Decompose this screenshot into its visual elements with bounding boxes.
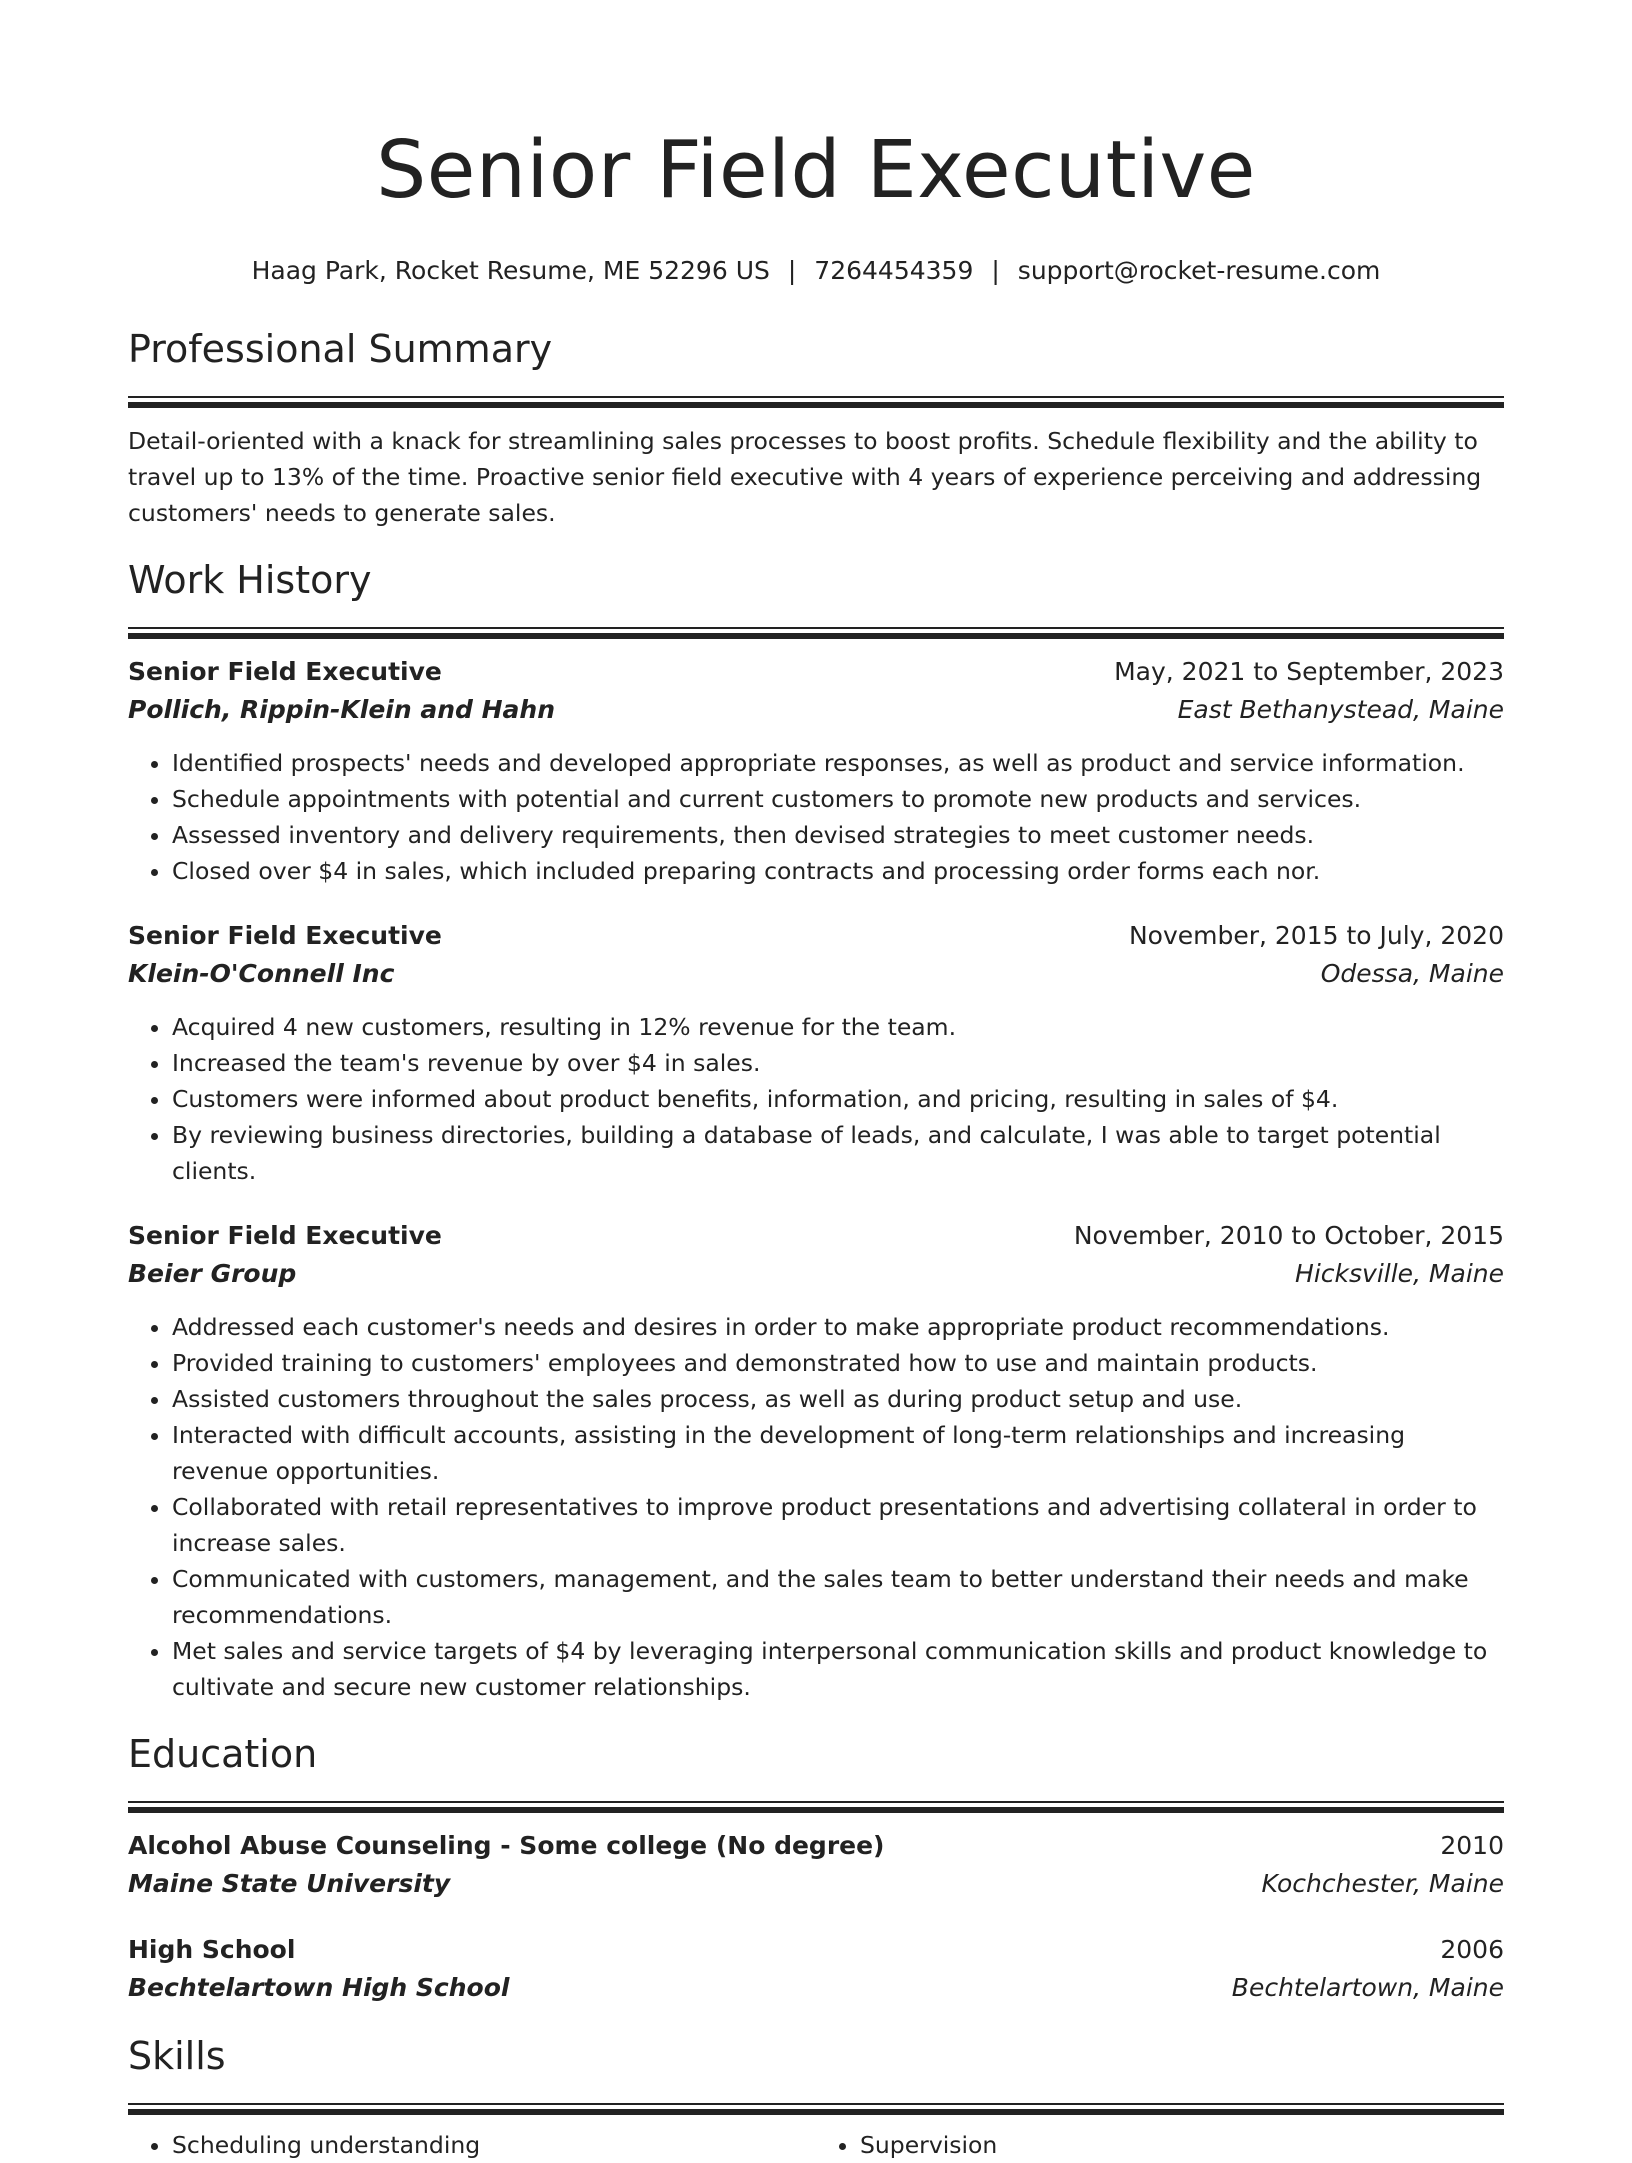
job-bullets [128,745,1504,889]
job-company: Pollich, Rippin-Klein and Hahn [128,695,556,724]
contact-separator: | [787,256,797,285]
education-school: Maine State University [128,1869,451,1898]
education-degree: Alcohol Abuse Counseling - Some college (No degree) [128,1831,885,1860]
section-divider [128,1801,1504,1813]
education-entry [128,1931,1504,2007]
job-bullet: • Assessed inventory and delivery requirements, then devised strategies to meet customer needs. [172,817,1504,853]
job-bullet: • Provided training to customers' employees and demonstrated how to use and maintain products. [172,1345,1504,1381]
education-year: 2006 [1440,1935,1504,1964]
contact-line [128,254,1504,288]
job-bullets [128,1309,1504,1705]
job-bullet: • Schedule appointments with potential and current customers to promote new products and services. [172,781,1504,817]
job-subheader [128,691,1504,729]
skill-item: • Supervision [860,2127,1504,2163]
job-bullet: • Communicated with customers, management, and the sales team to better understand their needs and make recommendations. [172,1561,1504,1633]
section-divider [128,396,1504,408]
job-dates: November, 2015 to July, 2020 [1128,921,1504,950]
education-heading: Education [128,1732,318,1776]
job-title: Senior Field Executive [128,1221,442,1250]
job-title: Senior Field Executive [128,657,442,686]
contact-address: Haag Park, Rocket Resume, ME 52296 US [251,256,770,285]
contact-email: support@rocket-resume.com [1017,256,1381,285]
job-bullet: • Closed over $4 in sales, which included preparing contracts and processing order forms each nor. [172,853,1504,889]
job-subheader [128,955,1504,993]
summary-section [128,324,1504,531]
resume-name: Senior Field Executive [376,124,1256,216]
job-header [128,653,1504,691]
education-location: Kochchester, Maine [1261,1869,1504,1898]
job-header [128,1217,1504,1255]
education-degree: High School [128,1935,296,1964]
job-dates: November, 2010 to October, 2015 [1073,1221,1504,1250]
job-bullet: • Increased the team's revenue by over $4 in sales. [172,1045,1504,1081]
section-divider [128,627,1504,639]
job-entry [128,653,1504,889]
job-company: Klein-O'Connell Inc [128,959,395,988]
job-location: East Bethanystead, Maine [1177,695,1504,724]
job-company: Beier Group [128,1259,297,1288]
education-section [128,1729,1504,2007]
work-history-heading: Work History [128,558,372,602]
job-entry [128,1217,1504,1705]
section-divider [128,2103,1504,2115]
job-bullet: • Identified prospects' needs and developed appropriate responses, as well as product and service information. [172,745,1504,781]
job-entry [128,917,1504,1189]
summary-heading: Professional Summary [128,327,553,371]
job-bullet: • Met sales and service targets of $4 by leveraging interpersonal communication skills and product knowledge to cultivate and secure new customer relationships. [172,1633,1504,1705]
job-location: Hicksville, Maine [1295,1259,1504,1288]
job-bullet: • Acquired 4 new customers, resulting in 12% revenue for the team. [172,1009,1504,1045]
skills-column-right [816,2127,1504,2163]
education-entry [128,1827,1504,1903]
job-location: Odessa, Maine [1320,959,1504,988]
education-header [128,1827,1504,1865]
contact-phone: 7264454359 [814,256,974,285]
job-header [128,917,1504,955]
job-bullet: • Collaborated with retail representatives to improve product presentations and advertising collateral in order to increase sales. [172,1489,1504,1561]
job-bullet: • Interacted with difficult accounts, assisting in the development of long-term relationships and increasing revenue opportunities. [172,1417,1504,1489]
education-year: 2010 [1440,1831,1504,1860]
education-subheader [128,1865,1504,1903]
skills-column-left [128,2127,816,2163]
skills-heading: Skills [128,2034,226,2078]
summary-text: Detail-oriented with a knack for streamlining sales processes to boost profits. Schedule flexibility and the ability to travel up to 13% of the time. Proactive senior field executive with 4 years of experience perceiving and addressing customers' needs to generate sales. [128,427,1482,527]
work-history-section [128,555,1504,1705]
education-subheader [128,1969,1504,2007]
job-bullet: • By reviewing business directories, building a database of leads, and calculate, I was able to target potential clients. [172,1117,1504,1189]
job-bullet: • Assisted customers throughout the sales process, as well as during product setup and use. [172,1381,1504,1417]
job-bullets [128,1009,1504,1189]
skills-section [128,2031,1504,2163]
skill-item: • Scheduling understanding [172,2127,816,2163]
skills-columns [128,2127,1504,2163]
job-bullet: • Customers were informed about product benefits, information, and pricing, resulting in sales of $4. [172,1081,1504,1117]
education-header [128,1931,1504,1969]
contact-separator: | [991,256,1000,285]
job-dates: May, 2021 to September, 2023 [1114,657,1504,686]
job-bullet: • Addressed each customer's needs and desires in order to make appropriate product recommendations. [172,1309,1504,1345]
job-subheader [128,1255,1504,1293]
job-title: Senior Field Executive [128,921,442,950]
education-school: Bechtelartown High School [128,1973,510,2002]
education-location: Bechtelartown, Maine [1231,1973,1504,2002]
